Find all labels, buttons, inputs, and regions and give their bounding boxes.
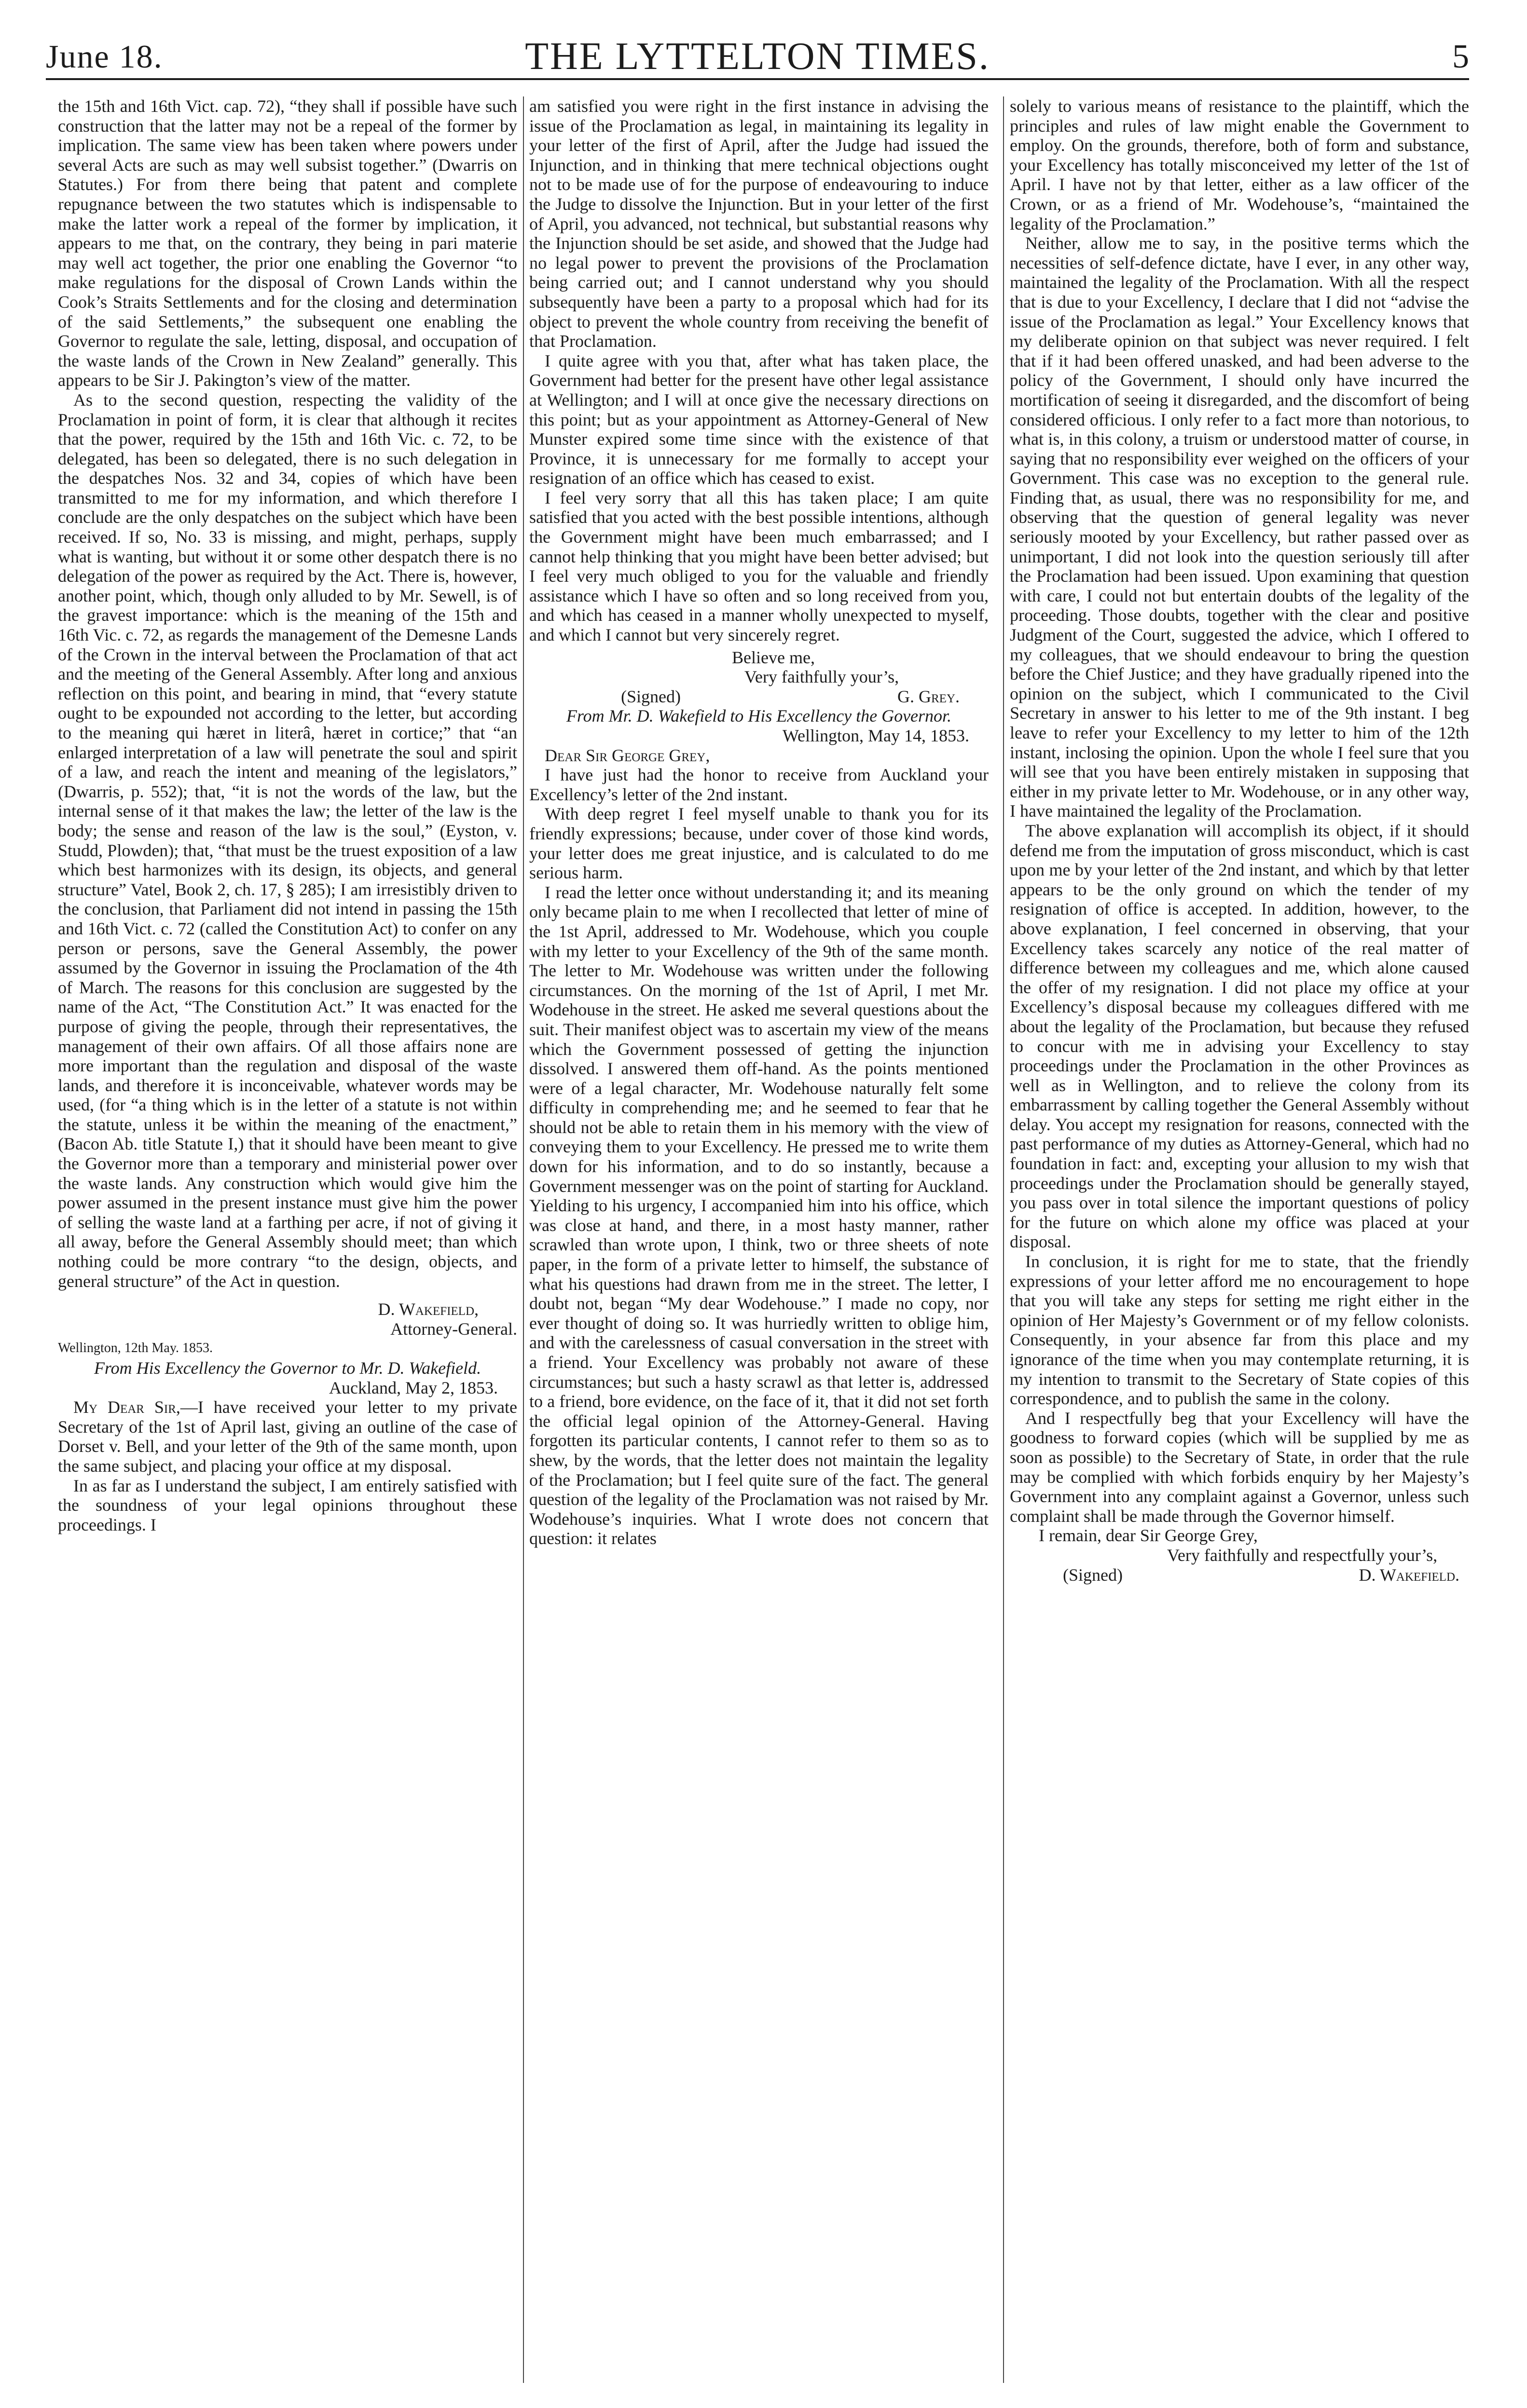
paragraph: The above explanation will accomplish its object, if it should defend me from the imputation of gross misconduct, which is cast upon me by your letter of the 2nd instant, and which by that letter appears to be the only ground on which the tender of my resignation of office is accepted. In addition, however, to the above explanation, I feel concerned in observing, that your Excellency takes scarcely any notice of the real matter of difference between my colleagues and me, which alone caused the offer of my resignation. I did not place my office at your Excellency’s disposal because my colleagues differed with me about the legality of the Proclamation, but because they refused to concur with me in advising your Excellency to stay proceedings under the Proclamation in the other Provinces as well as in Wellington, and to relieve the colony from its embarrassment by calling together the General Assembly without delay. You accept my resignation for reasons, connected with the past performance of my duties as Attorney-General, which had no foundation in fact: and, excepting your allusion to my wish that proceedings under the Proclamation should be generally stayed, you pass over in total silence the important questions of policy for the future on which alone my office was placed at your disposal. [1010, 821, 1469, 1252]
page-number: 5 [1452, 38, 1469, 75]
signature-title: Attorney-General. [390, 1319, 517, 1339]
letter-heading: From Mr. D. Wakefield to His Excellency the Governor. [566, 706, 952, 726]
newspaper-title: THE LYTTELTON TIMES. [525, 35, 990, 78]
paragraph: In as far as I understand the subject, I am entirely satisfied with the soundness of your legal opinions throughout these proceedings. I [58, 1476, 517, 1534]
issue-date: June 18. [46, 38, 163, 75]
paragraph: I read the letter once without understanding it; and its meaning only became plain to me when I recollected that letter of mine of the 1st April, addressed to Mr. Wodehouse, which you couple with my letter to your Excellency of the 9th of the same month. The letter to Mr. Wodehouse was written under the following circumstances. On the morning of the 1st of April, I met Mr. Wodehouse in the street. He asked me several questions about the suit. Their manifest object was to ascertain my view of the means which the Government possessed of getting the injunction dissolved. I answered them off-hand. As the points mentioned were of a legal character, Mr. Wodehouse naturally felt some difficulty in comprehending me; and he seemed to fear that he should not be able to retain them in his memory with the view of conveying them to your Excellency. He pressed me to write them down for his information, and to do so instantly, because a Government messenger was on the point of starting for Auckland. Yielding to his urgency, I accompanied him into his office, which was close at hand, and there, in a most hasty manner, rather scrawled than wrote upon, I think, two or three sheets of note paper, in the form of a private letter to himself, the substance of what his questions had drawn from me in the street. The letter, I doubt not, began “My dear Wodehouse.” I made no copy, nor ever thought of doing so. It was hurriedly written to oblige him, and with the carelessness of casual conversation in the street with a friend. Your Excellency was probably not aware of these circumstances; but such a hasty scrawl as that letter is, addressed to a friend, bore evidence, on the face of it, that it did not set forth the official legal opinion of the Attorney-General. Having forgotten its particular contents, I cannot refer to them so as to shew, by the words, that the letter does not maintain the legality of the Proclamation; but I feel quite sure of the fact. The general question of the legality of the Proclamation was not raised by Mr. Wodehouse’s inquiries. What I wrote does not concern that question: it relates [529, 882, 989, 1548]
signed-label: (Signed) [621, 686, 681, 706]
paragraph: Neither, allow me to say, in the positive terms which the necessities of self-defence dictate, have I ever, in any other way, maintained the legality of the Proclamation. With all the respect that is due to your Excellency, I declare that I did not “advise the issue of the Proclamation as legal.” Your Excellency knows that my deliberate opinion on that subject was never required. I felt that if it had been offered unasked, and had been adverse to the policy of the Government, I should only have incurred the mortification of seeing it disregarded, and the discomfort of being considered officious. I only refer to a fact more than notorious, to what is, in this colony, a truism or understood matter of course, in saying that no responsibility ever weighed on the officers of your Government. This case was no exception to the general rule. Finding that, as usual, there was no responsibility for me, and observing that the question of general legality was never seriously mooted by your Excellency, but rather passed over as unimportant, I did not look into the question seriously till after the Proclamation had been issued. Upon examining that question with care, I could not but entertain doubts of the legality of the proceeding. Those doubts, together with the clear and positive Judgment of the Court, suggested the advice, which I offered to my colleagues, that we should endeavour to bring the question before the Chief Justice; and they have gradually ripened into the opinion on the subject, which I communicated to the Civil Secretary in answer to his letter to me of the 9th instant. I beg leave to refer your Excellency to my letter to him of the 12th instant, inclosing the opinion. Upon the whole I feel sure that you will see that you have been entirely mistaken in supposing that either in my private letter to Mr. Wodehouse, or in any other way, I have maintained the legality of the Proclamation. [1010, 233, 1469, 821]
signed-label: (Signed) [1063, 1565, 1123, 1585]
paragraph: solely to various means of resistance to the plaintiff, which the principles and rules of law might enable the Government to employ. On the grounds, therefore, both of form and substance, your Excellency has totally misconceived my letter of the 1st of April. I have not by that letter, either as a law officer of the Crown, or as a friend of Mr. Wodehouse’s, “maintained the legality of the Proclamation.” [1010, 96, 1469, 233]
signature-line [1010, 1565, 1469, 1585]
paragraph: My Dear Sir,—I have received your letter to my private Secretary of the 1st of April last, giving an outline of the case of Dorset v. Bell, and your letter of the 9th of the same month, upon the same subject, and placing your office at my disposal. [58, 1397, 517, 1476]
column-divider [523, 96, 524, 2383]
letter-place-date: Auckland, May 2, 1853. [329, 1378, 498, 1397]
article-column-3 [1010, 96, 1469, 2393]
place-date: Wellington, 12th May. 1853. [58, 1341, 213, 1356]
paragraph: the 15th and 16th Vict. cap. 72), “they shall if possible have such construction that the latter may not be a repeal of the former by implication. The same view has been taken where powers under several Acts are such as may well subsist together.” (Dwarris on Statutes.) For from there being that patent and complete repugnance between the two statutes which is indispensable to make the latter work a repeal of the former by implication, it appears to me that, on the contrary, they being in pari materie may well act together, the prior one enabling the Governor “to make regulations for the disposal of Crown Lands within the Cook’s Straits Settlements and for the closing and determination of the said Settlements,” the subsequent one enabling the Governor to regulate the sale, letting, disposal, and occupation of the waste lands of the Crown in New Zealand” generally. This appears to be Sir J. Pakington’s view of the matter. [58, 96, 517, 390]
paragraph: And I respectfully beg that your Excellency will have the goodness to forward copies (which will be supplied by me as soon as possible) to the Secretary of State, in order that the rule may be complied with which forbids enquiry by her Majesty’s Government into any complaint against a Governor, unless such complaint shall be made through the Governor himself. [1010, 1408, 1469, 1526]
signature-block [58, 1300, 517, 1339]
closing-line: Very faithfully and respectfully your’s, [1167, 1545, 1438, 1565]
salutation: My Dear Sir, [73, 1397, 180, 1417]
paragraph: am satisfied you were right in the first instance in advising the issue of the Proclamation as legal, in maintaining its legality in your letter of the first of April, after the Judge had issued the Injunction, and in thinking that mere technical objections ought not to be made use of for the purpose of endeavouring to induce the Judge to dissolve the Injunction. But in your letter of the first of April, you advanced, not technical, but substantial reasons why the Injunction should be set aside, and showed that the Judge had no legal power to prevent the provisions of the Proclamation being carried out; and I cannot understand why you should subsequently have been a party to a proposal which had for its object to prevent the whole country from receiving the benefit of that Proclamation. [529, 96, 989, 351]
letter-place-date: Wellington, May 14, 1853. [782, 726, 969, 745]
paragraph: As to the second question, respecting the validity of the Proclamation in point of form, it is clear that although it recites that the power, required by the 15th and 16th Vic. c. 72, to be delegated, has been so delegated, there is no such delegation in the despatches Nos. 32 and 34, copies of which have been transmitted to me for my information, and which therefore I conclude are the only despatches on the subject which have been received. If so, No. 33 is missing, and might, perhaps, supply what is wanting, but without it or some other despatch there is no delegation of the power as required by the Act. There is, however, another point, which, though only alluded to by Mr. Sewell, is of the gravest importance: which is the meaning of the 15th and 16th Vic. c. 72, as regards the management of the Demesne Lands of the Crown in the interval between the Proclamation of that act and the meeting of the General Assembly. After long and anxious reflection on this point, and bearing in mind, that “every statute ought to be expounded not according to the letter, but according to the meaning qui hæret in literâ, hæret in cortice;” that “an enlarged interpretation of a law will penetrate the soul and spirit of a law, and reach the intent and meaning of the legislators,” (Dwarris, p. 552); that, “it is not the words of the law, but the internal sense of it that makes the law; the letter of the law is the body; the sense and reason of the law is the soul,” (Eyston, v. Studd, Plowden); that, “that must be the truest exposition of a law which best harmonizes with its design, its objects, and general structure” Vatel, Book 2, ch. 17, § 285); I am irresistibly driven to the conclusion, that Parliament did not intend in passing the 15th and 16th Vict. c. 72 (called the Constitution Act) to confer on any person or persons, save the General Assembly, the power assumed by the Governor in issuing the Proclamation of the 4th of March. The reasons for this conclusion are suggested by the name of the Act, “The Constitution Act.” It was enacted for the purpose of giving the people, through their representatives, the management of their own affairs. Of all those affairs none are more important than the regulation and disposal of the waste lands, and therefore it is inconceivable, whatever words may be used, (for “a thing which is in the letter of a statute is not within the statute, unless it be within the meaning of the enactment,” (Bacon Ab. title Statute I,) that it should have been meant to give the Governor more than a temporary and ministerial power over the waste lands. Any construction which would give him the power assumed in the present instance must give him the power of selling the waste land at a farthing per acre, if not of giving it all away, before the General Assembly should meet; than which nothing could be more contrary “to the design, objects, and general structure” of the Act in question. [58, 390, 517, 1291]
paragraph: With deep regret I feel myself unable to thank you for its friendly expressions; because, under cover of those kind words, your letter does me great injustice, and is calculated to do me serious harm. [529, 804, 989, 883]
column-divider [1003, 96, 1004, 2383]
closing-line: I remain, dear Sir George Grey, [1039, 1526, 1258, 1546]
article-column-1 [58, 96, 517, 2393]
signature-line [529, 687, 989, 707]
signer-name: G. Grey. [897, 686, 960, 706]
paragraph: In conclusion, it is right for me to state, that the friendly expressions of your letter afford me no encouragement to hope that you will take any steps for setting me right either in the opinion of Her Majesty’s Government or of my fellow colonists. Consequently, in your absence far from this place and my ignorance of the time when you may contemplate returning, it is my intention to transmit to the Secretary of State copies of this correspondence, and to publish the same in the colony. [1010, 1252, 1469, 1409]
signer-name: D. Wakefield. [1359, 1565, 1459, 1585]
masthead [46, 35, 1469, 80]
salutation: Dear Sir George Grey, [545, 745, 710, 765]
article-column-2 [529, 96, 989, 2393]
paragraph: I have just had the honor to receive from Auckland your Excellency’s letter of the 2nd instant. [529, 765, 989, 804]
closing-line: Very faithfully your’s, [744, 667, 899, 687]
closing-line: Believe me, [732, 647, 815, 667]
paragraph: I feel very sorry that all this has taken place; I am quite satisfied that you acted with the best possible intentions, although the Government might have been much embarrassed; and I cannot help thinking that you might have been better advised; but I feel very much obliged to you for the valuable and friendly assistance which I have so often and so long received from you, and which has ceased in a manner wholly unexpected to myself, and which I cannot but very sincerely regret. [529, 488, 989, 645]
paragraph: I quite agree with you that, after what has taken place, the Government had better for the present have other legal assistance at Wellington; and I will at once give the necessary directions on this point; but as your appointment as Attorney-General of New Munster expired some time since with the existence of that Province, it is unnecessary for me formally to accept your resignation of an office which has ceased to exist. [529, 351, 989, 488]
signature-name: D. Wakefield, [378, 1300, 479, 1319]
letter-heading: From His Excellency the Governor to Mr. D. Wakefield. [94, 1358, 481, 1378]
